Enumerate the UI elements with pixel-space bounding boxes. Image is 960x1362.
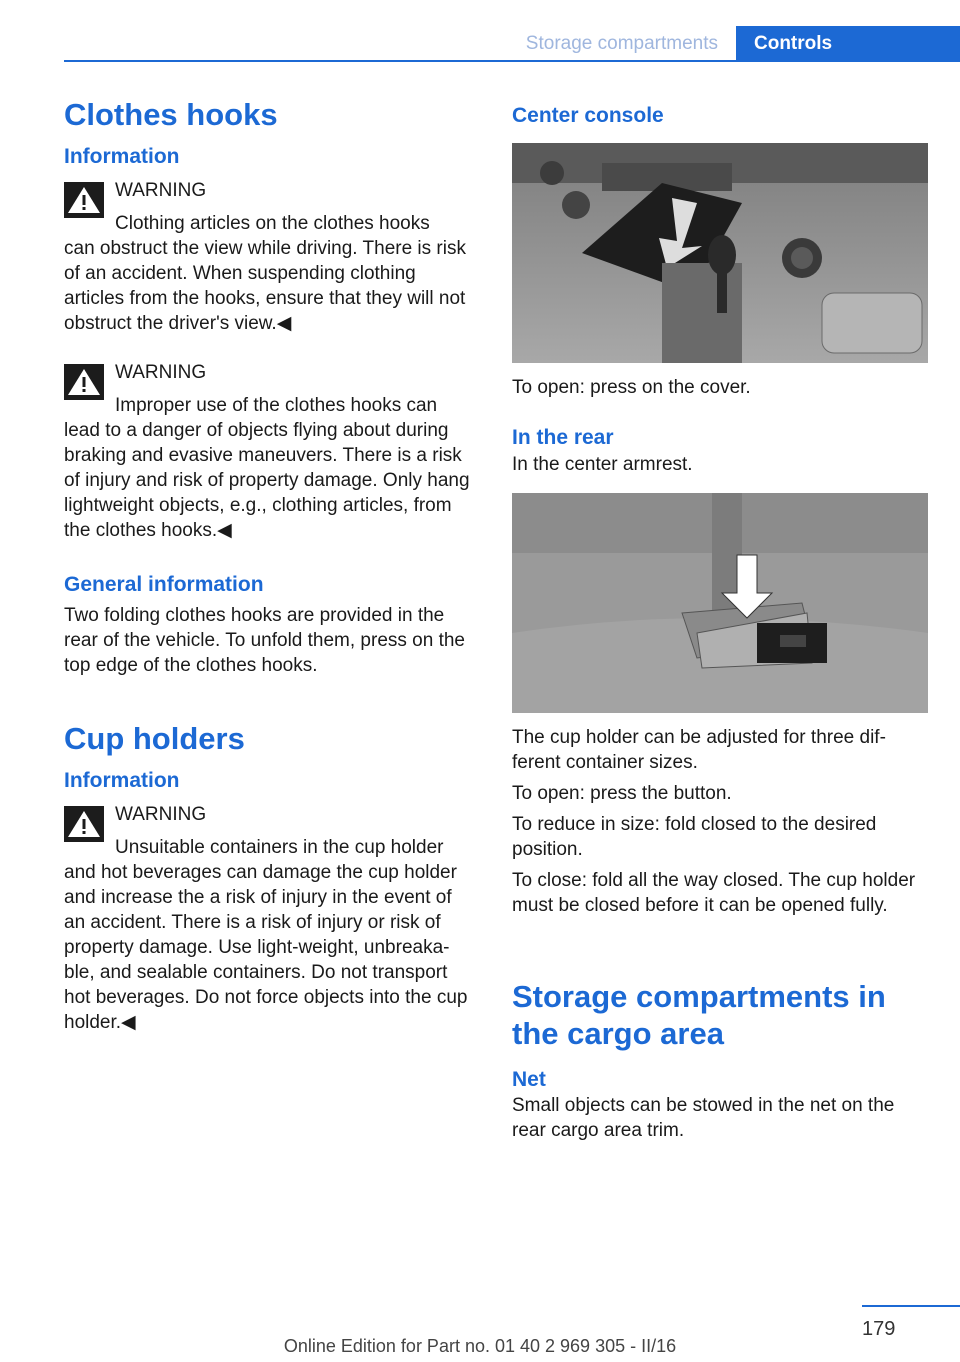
- warning-text: and hot beverages can damage the cup holder and increase the a risk of injury in the event of an accident. There is a risk of injury or risk of property damage. Use light-weight, unbreaka-ble, and sealable containers. Do not transport hot beverages. Do not force objects into the cup holder.◀: [64, 862, 468, 1034]
- left-column: [64, 96, 478, 1035]
- warning-triangle-icon: [64, 182, 104, 218]
- warning-text: lead to a danger of objects flying about during braking and evasive maneuvers. There is a risk of injury and risk of property damage. Only hang lightweight objects, e.g., clothing articles, from the clothes hooks.◀: [64, 420, 470, 542]
- warning-box-3: [64, 802, 478, 1035]
- warning-text-first-line: Clothing articles on the clothes hooks: [115, 213, 430, 235]
- center-console-photo: [512, 143, 928, 363]
- clothes-hooks-information-heading: Information: [64, 145, 180, 169]
- warning-box-2: [64, 360, 478, 543]
- warning-label: WARNING: [115, 804, 207, 826]
- page-number: 179: [862, 1318, 896, 1340]
- warning-triangle-icon: [64, 364, 104, 400]
- general-information-heading: General information: [64, 573, 264, 597]
- center-console-heading: Center console: [512, 104, 664, 127]
- cargo-storage-title: Storage compartments in the cargo area: [512, 978, 886, 1051]
- section-tab[interactable]: Storage compartments: [525, 33, 718, 54]
- to-reduce-text: To reduce in size: fold closed to the desired position.: [512, 813, 877, 860]
- cup-holders-title: Cup holders: [64, 720, 245, 756]
- general-information-text: Two folding clothes hooks are provided in the rear of the vehicle. To unfold them, press on the top edge of the clothes hooks.: [64, 604, 465, 676]
- net-heading: Net: [512, 1067, 546, 1091]
- right-column: [512, 96, 928, 1143]
- edition-footer: Online Edition for Part no. 01 40 2 969 305 - II/16: [283, 1336, 677, 1356]
- footer-rule: [862, 1305, 960, 1307]
- warning-text: can obstruct the view while driving. There is risk of an accident. When suspending clothing articles from the hooks, ensure that they will not obstruct the driver's view.◀: [64, 238, 466, 335]
- net-text: Small objects can be stowed in the net on the rear cargo area trim.: [512, 1095, 895, 1142]
- header-rule: [64, 60, 960, 62]
- warning-triangle-icon: [64, 806, 104, 842]
- header-tabs: [526, 26, 960, 62]
- to-close-text: To close: fold all the way closed. The cup holder must be closed before it can be opened fully.: [512, 869, 916, 916]
- to-open-text: To open: press the button.: [512, 782, 732, 804]
- center-console-caption: To open: press on the cover.: [512, 377, 751, 399]
- clothes-hooks-title: Clothes hooks: [64, 97, 278, 132]
- warning-label: WARNING: [115, 362, 207, 384]
- warning-label: WARNING: [115, 180, 207, 202]
- warning-text-first-line: Unsuitable containers in the cup holder: [115, 837, 444, 859]
- cup-holders-information-heading: Information: [64, 768, 180, 792]
- warning-box-1: [64, 178, 478, 336]
- cup-holder-sizes-text: The cup holder can be adjusted for three dif-ferent container sizes.: [512, 726, 886, 773]
- in-the-rear-heading: In the rear: [512, 426, 614, 450]
- chapter-tab[interactable]: Controls: [736, 26, 960, 62]
- rear-armrest-photo: [512, 493, 928, 713]
- warning-text-first-line: Improper use of the clothes hooks can: [115, 395, 438, 417]
- in-the-rear-intro: In the center armrest.: [512, 453, 693, 475]
